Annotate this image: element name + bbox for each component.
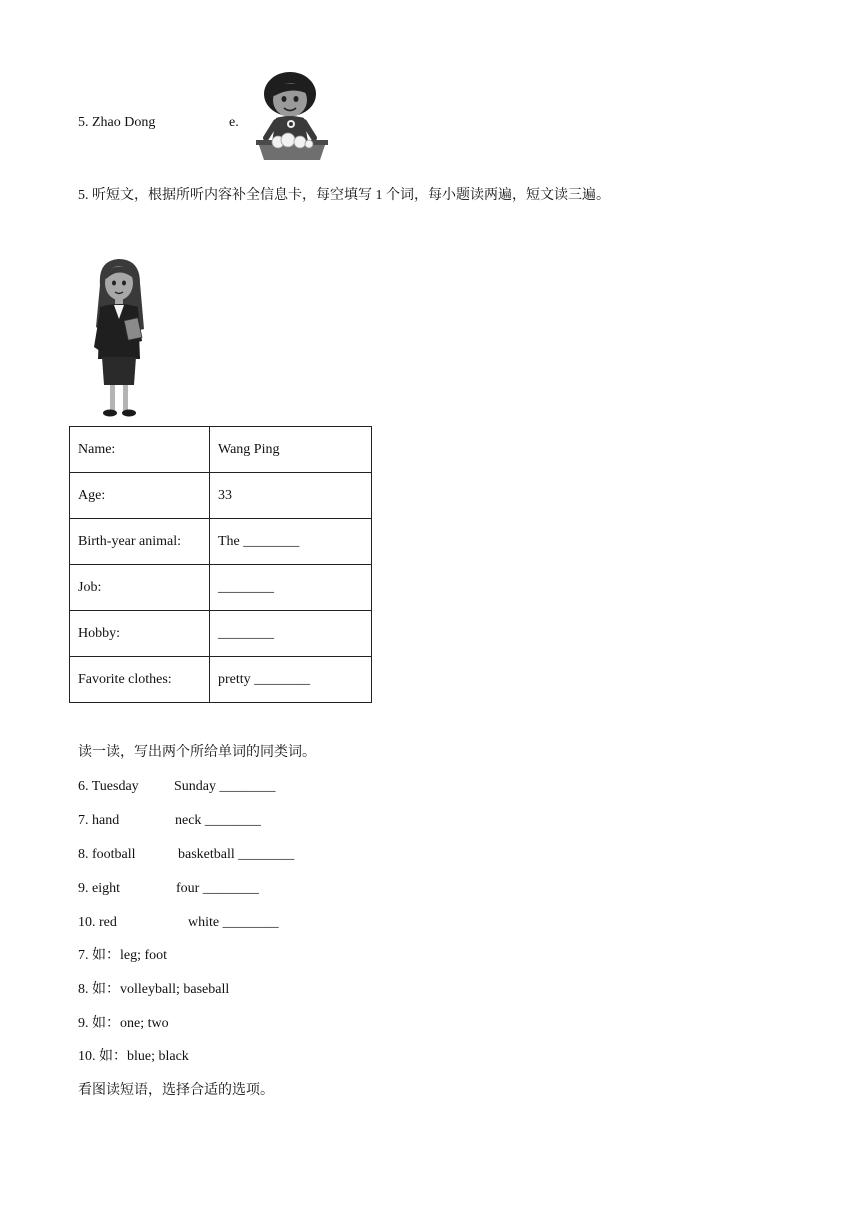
info-value: 33: [210, 473, 372, 519]
item-5-label: 5. Zhao Dong: [78, 115, 156, 130]
answer-line: 8. 如：volleyball; baseball: [78, 982, 230, 997]
question-number: 7. hand: [78, 813, 120, 828]
reading-instruction: 读一读，写出两个所给单词的同类词。: [78, 745, 316, 760]
info-value: pretty ________: [210, 657, 372, 703]
info-key: Hobby:: [70, 611, 210, 657]
info-key: Name:: [70, 427, 210, 473]
question-word: basketball ________: [178, 847, 295, 862]
table-row: [70, 611, 372, 657]
table-row: [70, 519, 372, 565]
question-number: 9. eight: [78, 881, 120, 896]
info-value: ________: [210, 565, 372, 611]
info-value: The ________: [210, 519, 372, 565]
info-value: Wang Ping: [210, 427, 372, 473]
info-key: Favorite clothes:: [70, 657, 210, 703]
listening-instruction: 5. 听短文，根据所听内容补全信息卡，每空填写 1 个词，每小题读两遍，短文读三遍。: [78, 188, 610, 203]
question-word: white ________: [188, 915, 279, 930]
question-number: 10. red: [78, 915, 117, 930]
table-row: [70, 565, 372, 611]
woman-teacher-illustration: [86, 255, 156, 419]
table-row: [70, 427, 372, 473]
question-word: neck ________: [175, 813, 261, 828]
question-word: Sunday ________: [174, 779, 276, 794]
answer-line: 10. 如：blue; black: [78, 1049, 189, 1064]
info-value: ________: [210, 611, 372, 657]
item-5-letter: e.: [229, 115, 239, 130]
info-card-table: [69, 426, 372, 703]
info-key: Job:: [70, 565, 210, 611]
question-number: 6. Tuesday: [78, 779, 139, 794]
table-row: [70, 473, 372, 519]
picture-reading-instruction: 看图读短语，选择合适的选项。: [78, 1083, 274, 1098]
table-row: [70, 657, 372, 703]
info-key: Age:: [70, 473, 210, 519]
question-word: four ________: [176, 881, 259, 896]
answer-line: 9. 如：one; two: [78, 1016, 169, 1031]
question-number: 8. football: [78, 847, 136, 862]
girl-washing-clothes-illustration: [254, 72, 334, 164]
answer-line: 7. 如：leg; foot: [78, 948, 168, 963]
info-key: Birth-year animal:: [70, 519, 210, 565]
